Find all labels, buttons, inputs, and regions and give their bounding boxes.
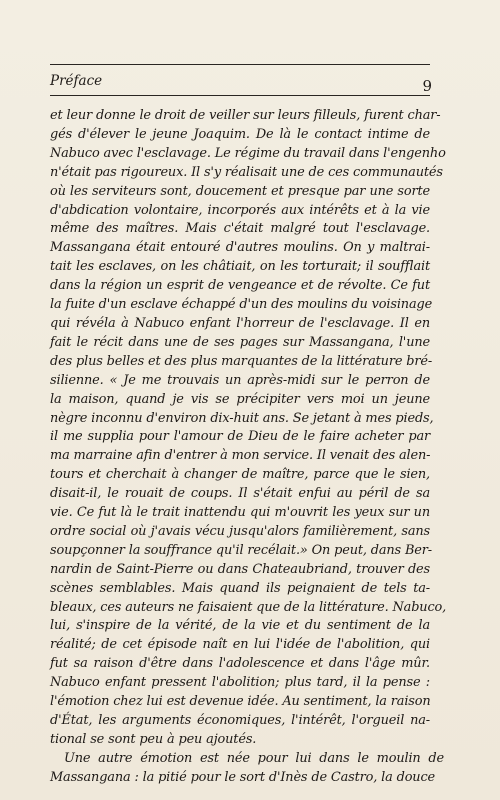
text-line: lui, s'inspire de la vérité, de la vie et du sentiment de la [50,618,430,634]
page-number: 9 [422,77,432,95]
text-line: tait les esclaves, on les châtiait, on les torturait; il soufflait [50,259,430,275]
text-line: fait le récit dans une de ses pages sur Massangana, l'une [50,334,430,350]
text-line: Massangana : la pitié pour le sort d'Inès de Castro, la douce [50,769,436,785]
text-line: vie. Ce fut là le trait inattendu qui m'ouvrit les yeux sur un [50,505,430,521]
text-line: où les serviteurs sont, doucement et presque par une sorte [50,183,430,199]
text-line: Massangana était entouré d'autres moulins. On y maltrai- [50,240,430,256]
text-line: bleaux, ces auteurs ne faisaient que de la littérature. Nabuco, [50,599,447,615]
text-line: réalité; de cet épisode naît en lui l'idée de l'abolition, qui [50,637,430,653]
text-line: nègre inconnu d'environ dix-huit ans. Se jetant à mes pieds, [50,410,434,426]
text-line: gés d'élever le jeune Joaquim. De là le contact intime de [50,126,430,142]
text-line: nardin de Saint-Pierre ou dans Chateaubriand, trouver des [50,561,430,577]
text-line: fut sa raison d'être dans l'adolescence et dans l'âge mûr. [50,656,430,672]
text-line: l'émotion chez lui est devenue idée. Au sentiment, la raison [50,694,431,710]
text-line: même des maîtres. Mais c'était malgré tout l'esclavage. [50,221,430,237]
text-line: qui révéla à Nabuco enfant l'horreur de l'esclavage. Il en [50,315,430,331]
text-line: ma marraine afin d'entrer à mon service. Il venait des alen- [50,448,431,464]
text-line: tional se sont peu à peu ajoutés. [50,731,257,747]
text-line: disait-il, le rouait de coups. Il s'était enfui au péril de sa [50,486,430,502]
text-line: et leur donne le droit de veiller sur leurs filleuls, furent char- [50,108,441,123]
text-line: Nabuco avec l'esclavage. Le régime du travail dans l'engenho [50,145,446,161]
text-line: tours et cherchait à changer de maître, parce que le sien, [50,467,430,483]
text-line: d'État, les arguments économiques, l'intérêt, l'orgueil na- [50,713,430,728]
text-line: la fuite d'un esclave échappé d'un des moulins du voisinage [50,297,433,313]
text-line: des plus belles et des plus marquantes de la littérature bré- [50,353,433,369]
text-line: soupçonner la souffrance qu'il recélait.» On peut, dans Ber- [50,542,432,558]
text-line: scènes semblables. Mais quand ils peignaient de tels ta- [50,580,430,596]
body-text [50,107,447,788]
text-line: Nabuco enfant pressent l'abolition; plus tard, il la pense : [50,675,430,691]
head-rule [50,95,430,96]
text-line: n'était pas rigoureux. Il s'y réalisait une de ces communautés [50,164,443,180]
running-title: Préface [50,73,103,89]
text-line: la maison, quand je vis se précipiter vers moi un jeune [50,391,430,407]
top-rule [50,64,430,65]
text-line: dans la région un esprit de vengeance et de révolte. Ce fut [50,278,430,294]
text-line: Une autre émotion est née pour lui dans le moulin de [64,750,444,766]
text-line: ordre social où j'avais vécu jusqu'alors familièrement, sans [50,523,430,539]
text-line: silienne. « Je me trouvais un après-midi sur le perron de [50,372,430,388]
running-head [50,73,430,95]
text-line: il me supplia pour l'amour de Dieu de le faire acheter par [50,429,430,445]
text-line: d'abdication volontaire, incorporés aux intérêts et à la vie [50,202,430,218]
